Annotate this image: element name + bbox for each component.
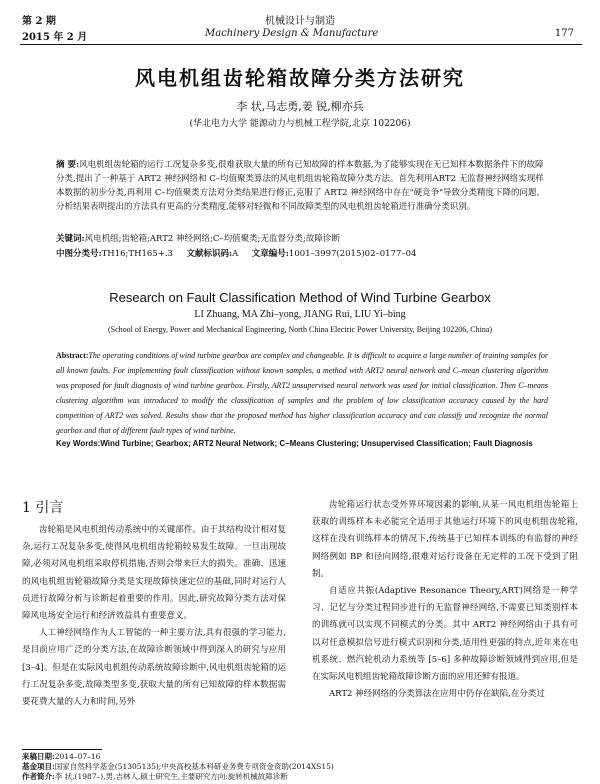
- header-rule: [20, 44, 582, 45]
- keywords-en-text: Wind Turbine; Gearbox; ART2 Neural Network; C–Means Clustering; Unsupervised Classification; Fault Diagnosis: [100, 439, 533, 448]
- left-column: [22, 522, 286, 711]
- footnote-author: 作者简介:李 状,(1987–),男,吉林人,硕士研究生,主要研究方向:旋转机械故障诊断: [22, 772, 288, 781]
- paper-title-en: Research on Fault Classification Method of Wind Turbine Gearbox: [109, 290, 491, 305]
- doc-code-label: 文献标识码:: [186, 249, 233, 259]
- keywords-en: [56, 437, 548, 451]
- classification-line: [56, 247, 546, 261]
- clc-label: 中图分类号:: [56, 249, 102, 259]
- authors-cn: 李 状,马志勇,姜 锐,柳亦兵: [236, 100, 364, 113]
- clc-value: TH16;TH165+.3: [101, 249, 173, 259]
- body-paragraph: 齿轮箱运行状态受外界环境因素的影响,从某一风电机组齿轮箱上获取的训练样本未必能完全适用于其他运行环境下的风电机组齿轮箱,这样在没有训练样本的情况下,传统基于已知样本训练的有监督的神经网络例如 BP 和径向网络,很难对运行设备在无定样的工况下受到了阻制。: [312, 500, 578, 579]
- footnote-rule: [22, 749, 102, 750]
- abstract-en: [56, 348, 548, 438]
- affiliation-en: (School of Energy, Power and Mechanical Engineering, North China Electric Power University, Beijing 102206, China): [107, 325, 493, 334]
- abstract-cn-text: 风电机组齿轮箱的运行工况复杂多变,很难获取大量的所有已知故障的样本数据,为了能够实现在无已知样本数据条件下的故障分类,提出了一种基于 ART2 神经网络和 C–均值聚类算法的风电机组齿轮箱故障分类方法。首先利用ART2 无监督神经网络实现样本数据的初步分类,再利用 C–均值聚类方法对分类结果进行修正,克服了 ART2 神经网络中存在"硬竞争"导致分类精度下降的问题。分析结果表明提出的方法具有更高的分类精度,能够对轻微和不同故障类型的风电机组齿轮箱进行准确分类识别。: [56, 160, 546, 212]
- affiliation-cn: (华北电力大学 能源动力与机械工程学院,北京 102206): [189, 119, 411, 129]
- body-paragraph: 自适应共振(Adaptive Resonance Theory,ART)网络是一种学习、记忆与分类过程同步进行的无监督神经网络,不需要已知类别样本的训练就可以实现不同模式的分类。其中 ART2 神经网络由于具有可以对任意模拟信号进行模式识别和分类,适用性更强的特点,近年来在电机系统、燃汽轮机动力系统等 [5–6] 多种故障诊断领域得到应用,但是在实际风电机组齿轮箱故障诊断方面的应用还鲜有报道。: [312, 586, 578, 683]
- abstract-cn: [56, 158, 546, 214]
- issue-number: 第 2 期: [22, 16, 56, 27]
- paper-title-cn: 风电机组齿轮箱故障分类方法研究: [135, 66, 465, 90]
- abstract-en-label: Abstract:: [56, 351, 89, 360]
- footnote-fund: 基金项目:国家自然科学基金(51305135);中央高校基本科研业务费专项资金资助(2014XS15): [22, 762, 334, 771]
- body-paragraph: 齿轮箱是风电机组传动系统中的关键部件。由于其结构设计相对复杂,运行工况复杂多变,使得风电机组齿轮箱较易发生故障。一旦出现故障,必须对风电机组采取停机措施,否则会带来巨大的损失。准确、迅速的风电机组齿轮箱故障分类是实现故障快速定位的基础,同时对运行人员进行故障分析与诊断起着重要的作用。因此,研究故障分类方法对保障风电场安全运行和经济效益具有重要意义。: [22, 525, 286, 622]
- right-column: [312, 497, 578, 703]
- authors-en: LI Zhuang, MA Zhi–yong, JIANG Rui, LIU Yi–bing: [194, 309, 406, 320]
- page-number: 177: [554, 28, 574, 39]
- article-no-value: 1001–3997(2015)02–0177–04: [288, 249, 417, 259]
- footnote: [22, 752, 582, 782]
- abstract-cn-label: 摘 要:: [56, 160, 80, 170]
- section-heading-introduction: 1 引言: [22, 500, 64, 516]
- keywords-cn: [56, 232, 546, 246]
- keywords-en-label: Key Words:: [56, 439, 101, 448]
- keywords-cn-label: 关键词:: [56, 234, 85, 244]
- body-paragraph: 人工神经网络作为人工智能的一种主要方法,具有很强的学习能力,是目前应用广泛的分类方法,在故障诊断领域中得到深入的研究与应用 [3–4]。但是在实际风电机组传动系统故障诊断中,风电机组齿轮箱的运行工况复杂多变,故障类型多变,获取大量的所有已知故障的样本数据需要花费大量的人力和时间,另外: [22, 628, 286, 708]
- doc-code-value: A: [232, 249, 239, 259]
- body-paragraph: ART2 神经网络的分类算法在应用中仍存在缺陷,在分类过: [329, 689, 545, 700]
- keywords-cn-text: 风电机组;齿轮箱;ART2 神经网络;C–均值聚类;无监督分类;故障诊断: [84, 234, 340, 244]
- article-no-label: 文章编号:: [251, 249, 289, 259]
- issue-date: 2015 年 2 月: [22, 32, 88, 43]
- journal-name-en: Machinery Design & Manufacture: [205, 28, 379, 39]
- journal-name-cn: 机械设计与制造: [265, 16, 335, 27]
- footnote-received: 来稿日期:2014–07–16: [22, 752, 101, 761]
- abstract-en-text: The operating conditions of wind turbine gearbox are complex and changeable. It is difficult to acquire a large number of training samples for all known faults. For implementing fault classification without known samples, a method with ART2 neural network and C–mean clustering algorithm was proposed for fault diagnosis of wind turbine gearbox. Firstly, ART2 unsupervised neural network was used for initial classification. Then C–means clustering algorithm was introduced to modify the classification of samples and the problem of low classification accuracy caused by the hard competition of ART2 was solved. Results show that the proposed method has higher classification accuracy and can classify and recognize the normal gearbox and that of different fault types of wind turbine.: [56, 351, 548, 435]
